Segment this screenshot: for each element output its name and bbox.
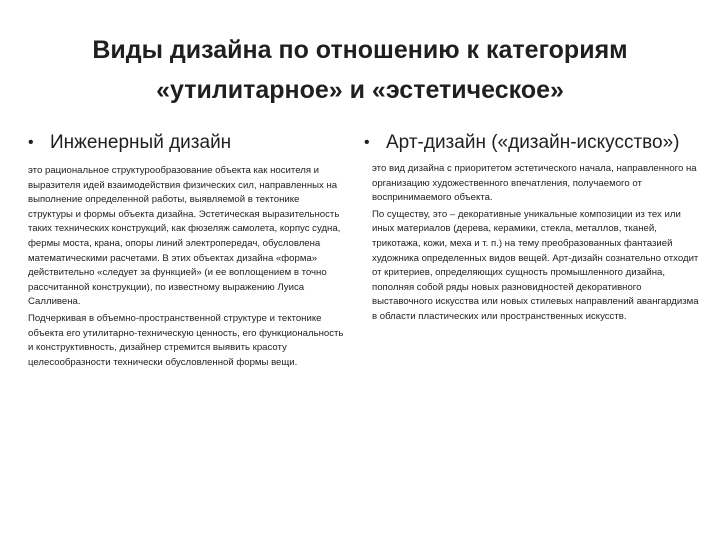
engineering-design-heading: [28, 130, 346, 156]
slide-title: [40, 30, 680, 110]
engineering-design-title: Инженерный дизайн: [50, 132, 232, 153]
art-design-paragraph-2: По существу, это – декоративные уникальные композиции из тех или иных материалов (дерева, керамики, стекла, металлов, тканей, трикотажа, кожи, меха и т. п.) на тему преобразованных фантазией художника определенных видов вещей. Арт-дизайн сознательно отходит от критериев, определяющих сущность промышленного дизайна, пополняя собой ряды новых разновидностей декоративного выставочного искусства или новых стилевых направлений авангардизма в области пластических или пространственных искусств.: [372, 208, 699, 322]
left-column: [28, 130, 346, 372]
bullet-icon: •: [28, 134, 34, 151]
slide-title-line-1: Виды дизайна по отношению к категориям: [92, 36, 628, 64]
engineering-design-paragraph-2: Подчеркивая в объемно-пространственной структуре и тектонике объекта его утилитарно-техническую ценность, его функциональность и конструктивность, дизайнер стремится выявить красоту целесообразности технически обусловленной формы вещи.: [28, 312, 344, 368]
right-column: [364, 130, 700, 327]
art-design-paragraph-1: это вид дизайна с приоритетом эстетического начала, направленного на организацию художественного впечатления, получаемого от воспринимаемого объекта.: [372, 163, 697, 204]
bullet-icon: •: [364, 134, 370, 151]
art-design-heading: [364, 130, 700, 156]
art-design-title: Арт-дизайн («дизайн-искусство»): [386, 132, 680, 153]
engineering-design-paragraph-1: это рациональное структурообразование объекта как носителя и выразителя идей взаимодействия физических сил, направленных на выполнение определенной работы, выявляемой в тектонике структуры и формы объекта дизайна. Эстетическая выразительность таких технических конструкций, как фюзеляж самолета, корпус судна, фермы моста, крана, опоры линий электропередач, обусловлена математическими расчетами. В этих объектах дизайна «форма» действительно «следует за функцией» (и ее воплощением в точно рассчитанной конструкции), по известному выражению Луиса Салливена.: [28, 165, 341, 308]
slide-title-line-2: «утилитарное» и «эстетическое»: [156, 76, 564, 104]
